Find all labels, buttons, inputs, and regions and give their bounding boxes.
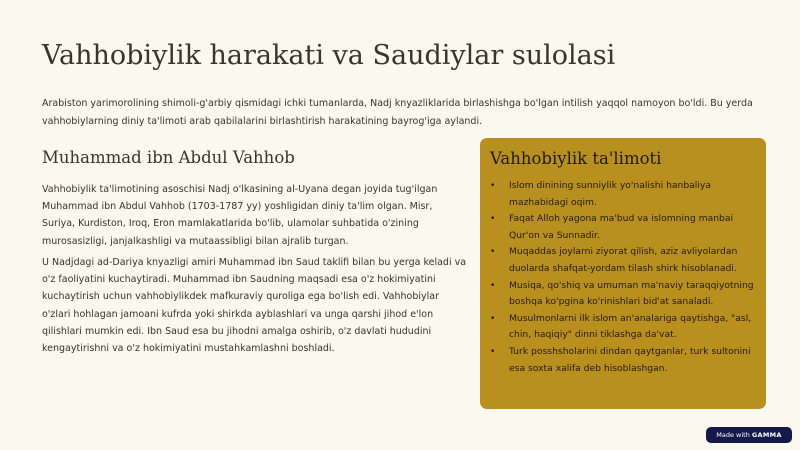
doctrine-list [490, 178, 760, 377]
list-item [490, 278, 760, 311]
intro-paragraph: Arabiston yarimorolining shimoli-g'arbiy qismidagi ichki tumanlarda, Nadj knyazliklarida birlashishga bo'lgan intilish yaqqol namoyon bo'ldi. Bu yerda vahhobiylarning diniy ta'limoti arab qabilalarini birlashtirish harakatining bayrog'iga aylandi. [42, 98, 753, 127]
bullet-icon: • [490, 214, 496, 225]
section-heading: Muhammad ibn Abdul Vahhob [42, 148, 295, 167]
badge-prefix: Made with [716, 431, 750, 439]
list-item-text: Turk posshsholarini dindan qaytganlar, turk sultonini esa soxta xalifa deb hisoblashgan. [509, 345, 751, 374]
list-item [490, 311, 760, 344]
list-item [490, 244, 760, 277]
bullet-icon: • [490, 313, 496, 324]
list-item-text: Musiqa, qo'shiq va umuman ma'naviy taraqqiyotning boshqa ko'pgina ko'rinishlari bid'at sanaladi. [509, 279, 754, 308]
list-item [490, 344, 760, 377]
page-title: Vahhobiylik harakati va Saudiylar sulolasi [42, 40, 616, 71]
list-item [490, 211, 760, 244]
list-item [490, 178, 760, 211]
list-item-text: Muqaddas joylarni ziyorat qilish, aziz avliyolardan duolarda shafqat-yordam tilash shirk hisoblanadi. [509, 246, 738, 274]
list-item-text: Musulmonlarni ilk islom an'analariga qaytishga, "asl, chin, haqiqiy" dinni tiklashga da'vat. [509, 312, 752, 341]
doctrine-card [480, 138, 766, 409]
bullet-icon: • [490, 181, 496, 191]
bullet-icon: • [490, 280, 496, 291]
section-paragraph-1: Vahhobiylik ta'limotining asoschisi Nadj o'lkasining al-Uyana degan joyida tug'ilgan Muhammad ibn Abdul Vahhob (1703-1787 yy) yoshligidan diniy ta'lim olgan. Misr, Suriya, Kurdiston, Iroq, Eron mamlakatlarida bo'lib, ulamolar suhbatida o'zining murosasizligi, janjalkashligi va mutaassibligi bilan ajralib turgan. [42, 184, 438, 247]
card-title: Vahhobiylik ta'limoti [490, 149, 662, 168]
badge-brand: GAMMA [751, 431, 782, 439]
bullet-icon: • [490, 247, 496, 258]
list-item-text: Islom dinining sunniylik yo'nalishi hanbaliya mazhabidagi oqim. [509, 180, 711, 208]
made-with-gamma-badge[interactable] [706, 427, 792, 443]
section-paragraph-2: U Nadjdagi ad-Dariya knyazligi amiri Muhammad ibn Saud taklifi bilan bu yerga keladi va o'z faoliyatini kuchaytiradi. Muhammad ibn Saudning maqsadi esa o'z hokimiyatini kuchaytirish uchun vahhobiylikdek mafkuraviy quroliga ega bo'lish edi. Vahhobiylar o'zlari hohlagan jamoani kufrda yoki shirkda ayblashlari va unga qarshi jihod e'lon qilishlari mumkin edi. Ibn Saud esa bu jihodni amalga oshirib, o'z davlati hududini kengaytirishni va o'z hokimiyatini mustahkamlashni boshladi. [42, 257, 467, 355]
list-item-text: Faqat Alloh yagona ma'bud va islomning manbai Qur'on va Sunnadir. [509, 213, 734, 241]
bullet-icon: • [490, 346, 496, 357]
